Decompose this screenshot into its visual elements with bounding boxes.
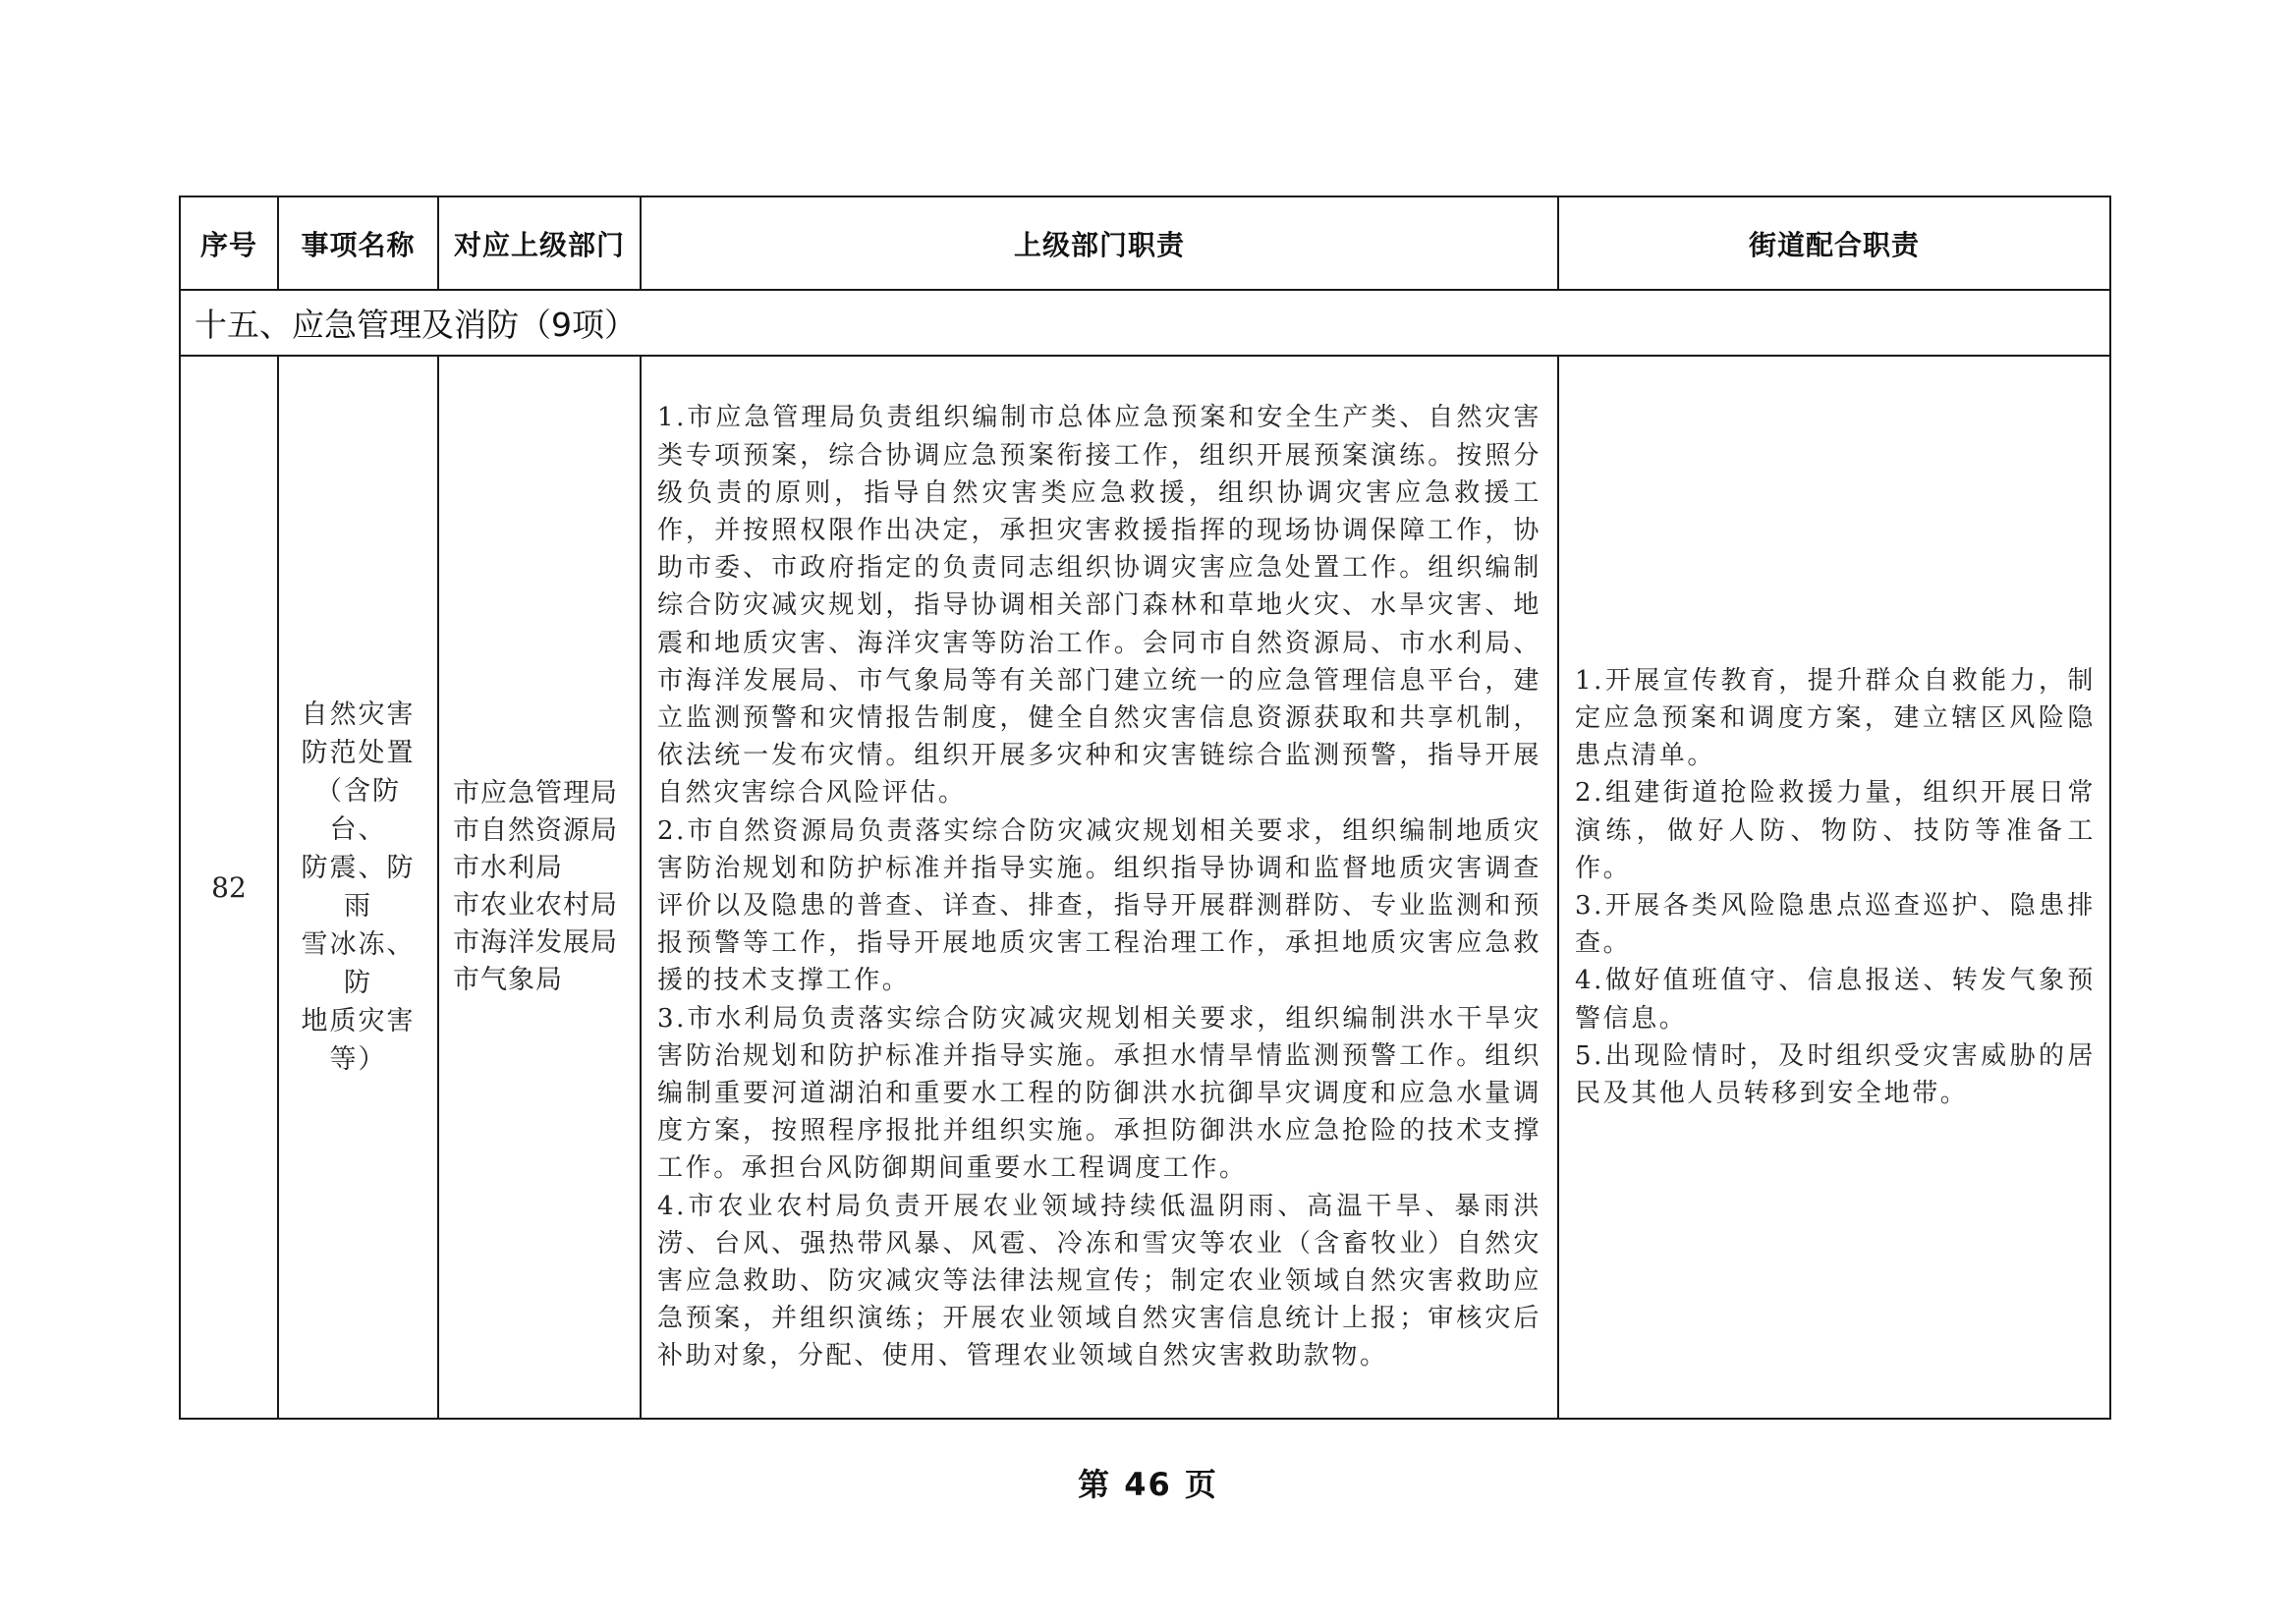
street-duty-item: 5.出现险情时，及时组织受灾害威胁的居民及其他人员转移到安全地带。 <box>1575 1040 2096 1109</box>
header-row <box>180 196 2110 290</box>
header-street-duty: 街道配合职责 <box>1558 196 2110 290</box>
street-duty-item: 1.开展宣传教育，提升群众自救能力，制定应急预案和调度方案，建立辖区风险隐患点清单。 <box>1575 665 2096 771</box>
table-row <box>180 356 2110 1419</box>
section-row <box>180 290 2110 356</box>
street-duty-item: 3.开展各类风险隐患点巡查巡护、隐患排查。 <box>1575 891 2096 959</box>
header-upper-duty: 上级部门职责 <box>641 196 1558 290</box>
header-no: 序号 <box>180 196 278 290</box>
section-title: 十五、应急管理及消防（9项） <box>180 290 2110 356</box>
page-number: 第 46 页 <box>1078 1466 1218 1503</box>
street-duty-item: 4.做好值班值守、信息报送、转发气象预警信息。 <box>1575 966 2096 1034</box>
upper-duty-item: 3.市水利局负责落实综合防灾减灾规划相关要求，组织编制洪水干旱灾害防治规划和防护标准并指导实施。承担水情旱情监测预警工作。组织编制重要河道湖泊和重要水工程的防御洪水抗御旱灾调度和应急水量调度方案，按照程序报批并组织实施。承担防御洪水应急抢险的技术支撑工作。承担台风防御期间重要水工程调度工作。 <box>657 1003 1541 1184</box>
upper-duty-item: 4.市农业农村局负责开展农业领域持续低温阴雨、高温干旱、暴雨洪涝、台风、强热带风暴、风雹、冷冻和雪灾等农业（含畜牧业）自然灾害应急救助、防灾减灾等法律法规宣传；制定农业领域自然灾害救助应急预案，并组织演练；开展农业领域自然灾害信息统计上报；审核灾后补助对象，分配、使用、管理农业领域自然灾害救助款物。 <box>657 1191 1541 1371</box>
street-duty-cell <box>1558 356 2110 1419</box>
upper-duty-item: 2.市自然资源局负责落实综合防灾减灾规划相关要求，组织编制地质灾害防治规划和防护标准并指导实施。组织指导协调和监督地质灾害调查评价以及隐患的普查、详查、排查，指导开展群测群防、专业监测和预报预警等工作，指导开展地质灾害工程治理工作，承担地质灾害应急救援的技术支撑工作。 <box>657 815 1541 996</box>
upper-duty-item: 1.市应急管理局负责组织编制市总体应急预案和安全生产类、自然灾害类专项预案，综合协调应急预案衔接工作，组织开展预案演练。按照分级负责的原则，指导自然灾害类应急救援，组织协调灾害应急救援工作，并按照权限作出决定，承担灾害救援指挥的现场协调保障工作，协助市委、市政府指定的负责同志组织协调灾害应急处置工作。组织编制综合防灾减灾规划，指导协调相关部门森林和草地火灾、水旱灾害、地震和地质灾害、海洋灾害等防治工作。会同市自然资源局、市水利局、市海洋发展局、市气象局等有关部门建立统一的应急管理信息平台，建立监测预警和灾情报告制度，健全自然灾害信息资源获取和共享机制，依法统一发布灾情。组织开展多灾种和灾害链综合监测预警，指导开展自然灾害综合风险评估。 <box>657 403 1541 809</box>
header-dept: 对应上级部门 <box>438 196 641 290</box>
header-item-name: 事项名称 <box>278 196 438 290</box>
row-number: 82 <box>180 356 278 1419</box>
duty-table <box>179 196 2111 1420</box>
upper-duty-cell <box>641 356 1558 1419</box>
street-duty-item: 2.组建街道抢险救援力量，组织开展日常演练，做好人防、物防、技防等准备工作。 <box>1575 778 2096 883</box>
dept-list: 市应急管理局 市自然资源局 市水利局 市农业农村局 市海洋发展局 市气象局 <box>438 356 641 1419</box>
item-name: 自然灾害 防范处置 （含防台、 防震、防雨 雪冰冻、防 地质灾害 等） <box>278 356 438 1419</box>
